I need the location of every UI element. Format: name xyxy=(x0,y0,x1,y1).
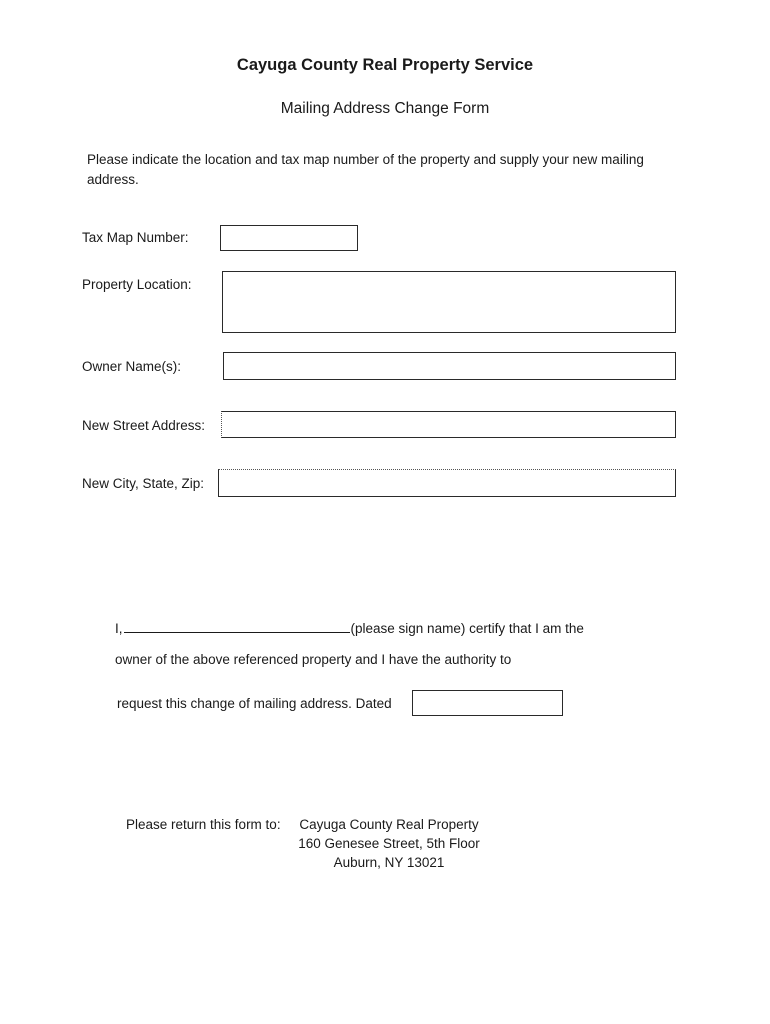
return-address-line-3: Auburn, NY 13021 xyxy=(333,855,445,870)
tax-map-number-input[interactable] xyxy=(220,225,358,251)
new-street-address-input[interactable] xyxy=(221,411,676,438)
return-address-line-1: Cayuga County Real Property xyxy=(299,817,479,832)
form-title: Cayuga County Real Property Service xyxy=(236,56,534,74)
certification-line-2: owner of the above referenced property and I have the authority to xyxy=(115,652,512,667)
return-address-line-2: 160 Genesee Street, 5th Floor xyxy=(298,836,480,851)
new-street-address-label: New Street Address: xyxy=(82,418,206,433)
tax-map-number-label: Tax Map Number: xyxy=(82,230,189,245)
certification-line-1 xyxy=(115,618,584,636)
instructions-text: Please indicate the location and tax map number of the property and supply your new mailing address. xyxy=(87,152,644,187)
form-subtitle: Mailing Address Change Form xyxy=(280,100,490,117)
certification-line-3: request this change of mailing address. Dated xyxy=(117,696,392,711)
certification-prefix: I, xyxy=(115,621,123,636)
dated-input[interactable] xyxy=(412,690,563,716)
property-location-label: Property Location: xyxy=(82,277,192,292)
owner-names-label: Owner Name(s): xyxy=(82,359,182,374)
return-address xyxy=(291,815,487,872)
return-label: Please return this form to: xyxy=(126,817,281,832)
new-city-state-zip-label: New City, State, Zip: xyxy=(82,476,205,491)
certification-line-1-text: (please sign name) certify that I am the xyxy=(350,621,584,636)
new-city-state-zip-input[interactable] xyxy=(218,469,676,497)
property-location-input[interactable] xyxy=(222,271,676,333)
signature-line[interactable] xyxy=(124,618,350,633)
owner-names-input[interactable] xyxy=(223,352,676,380)
